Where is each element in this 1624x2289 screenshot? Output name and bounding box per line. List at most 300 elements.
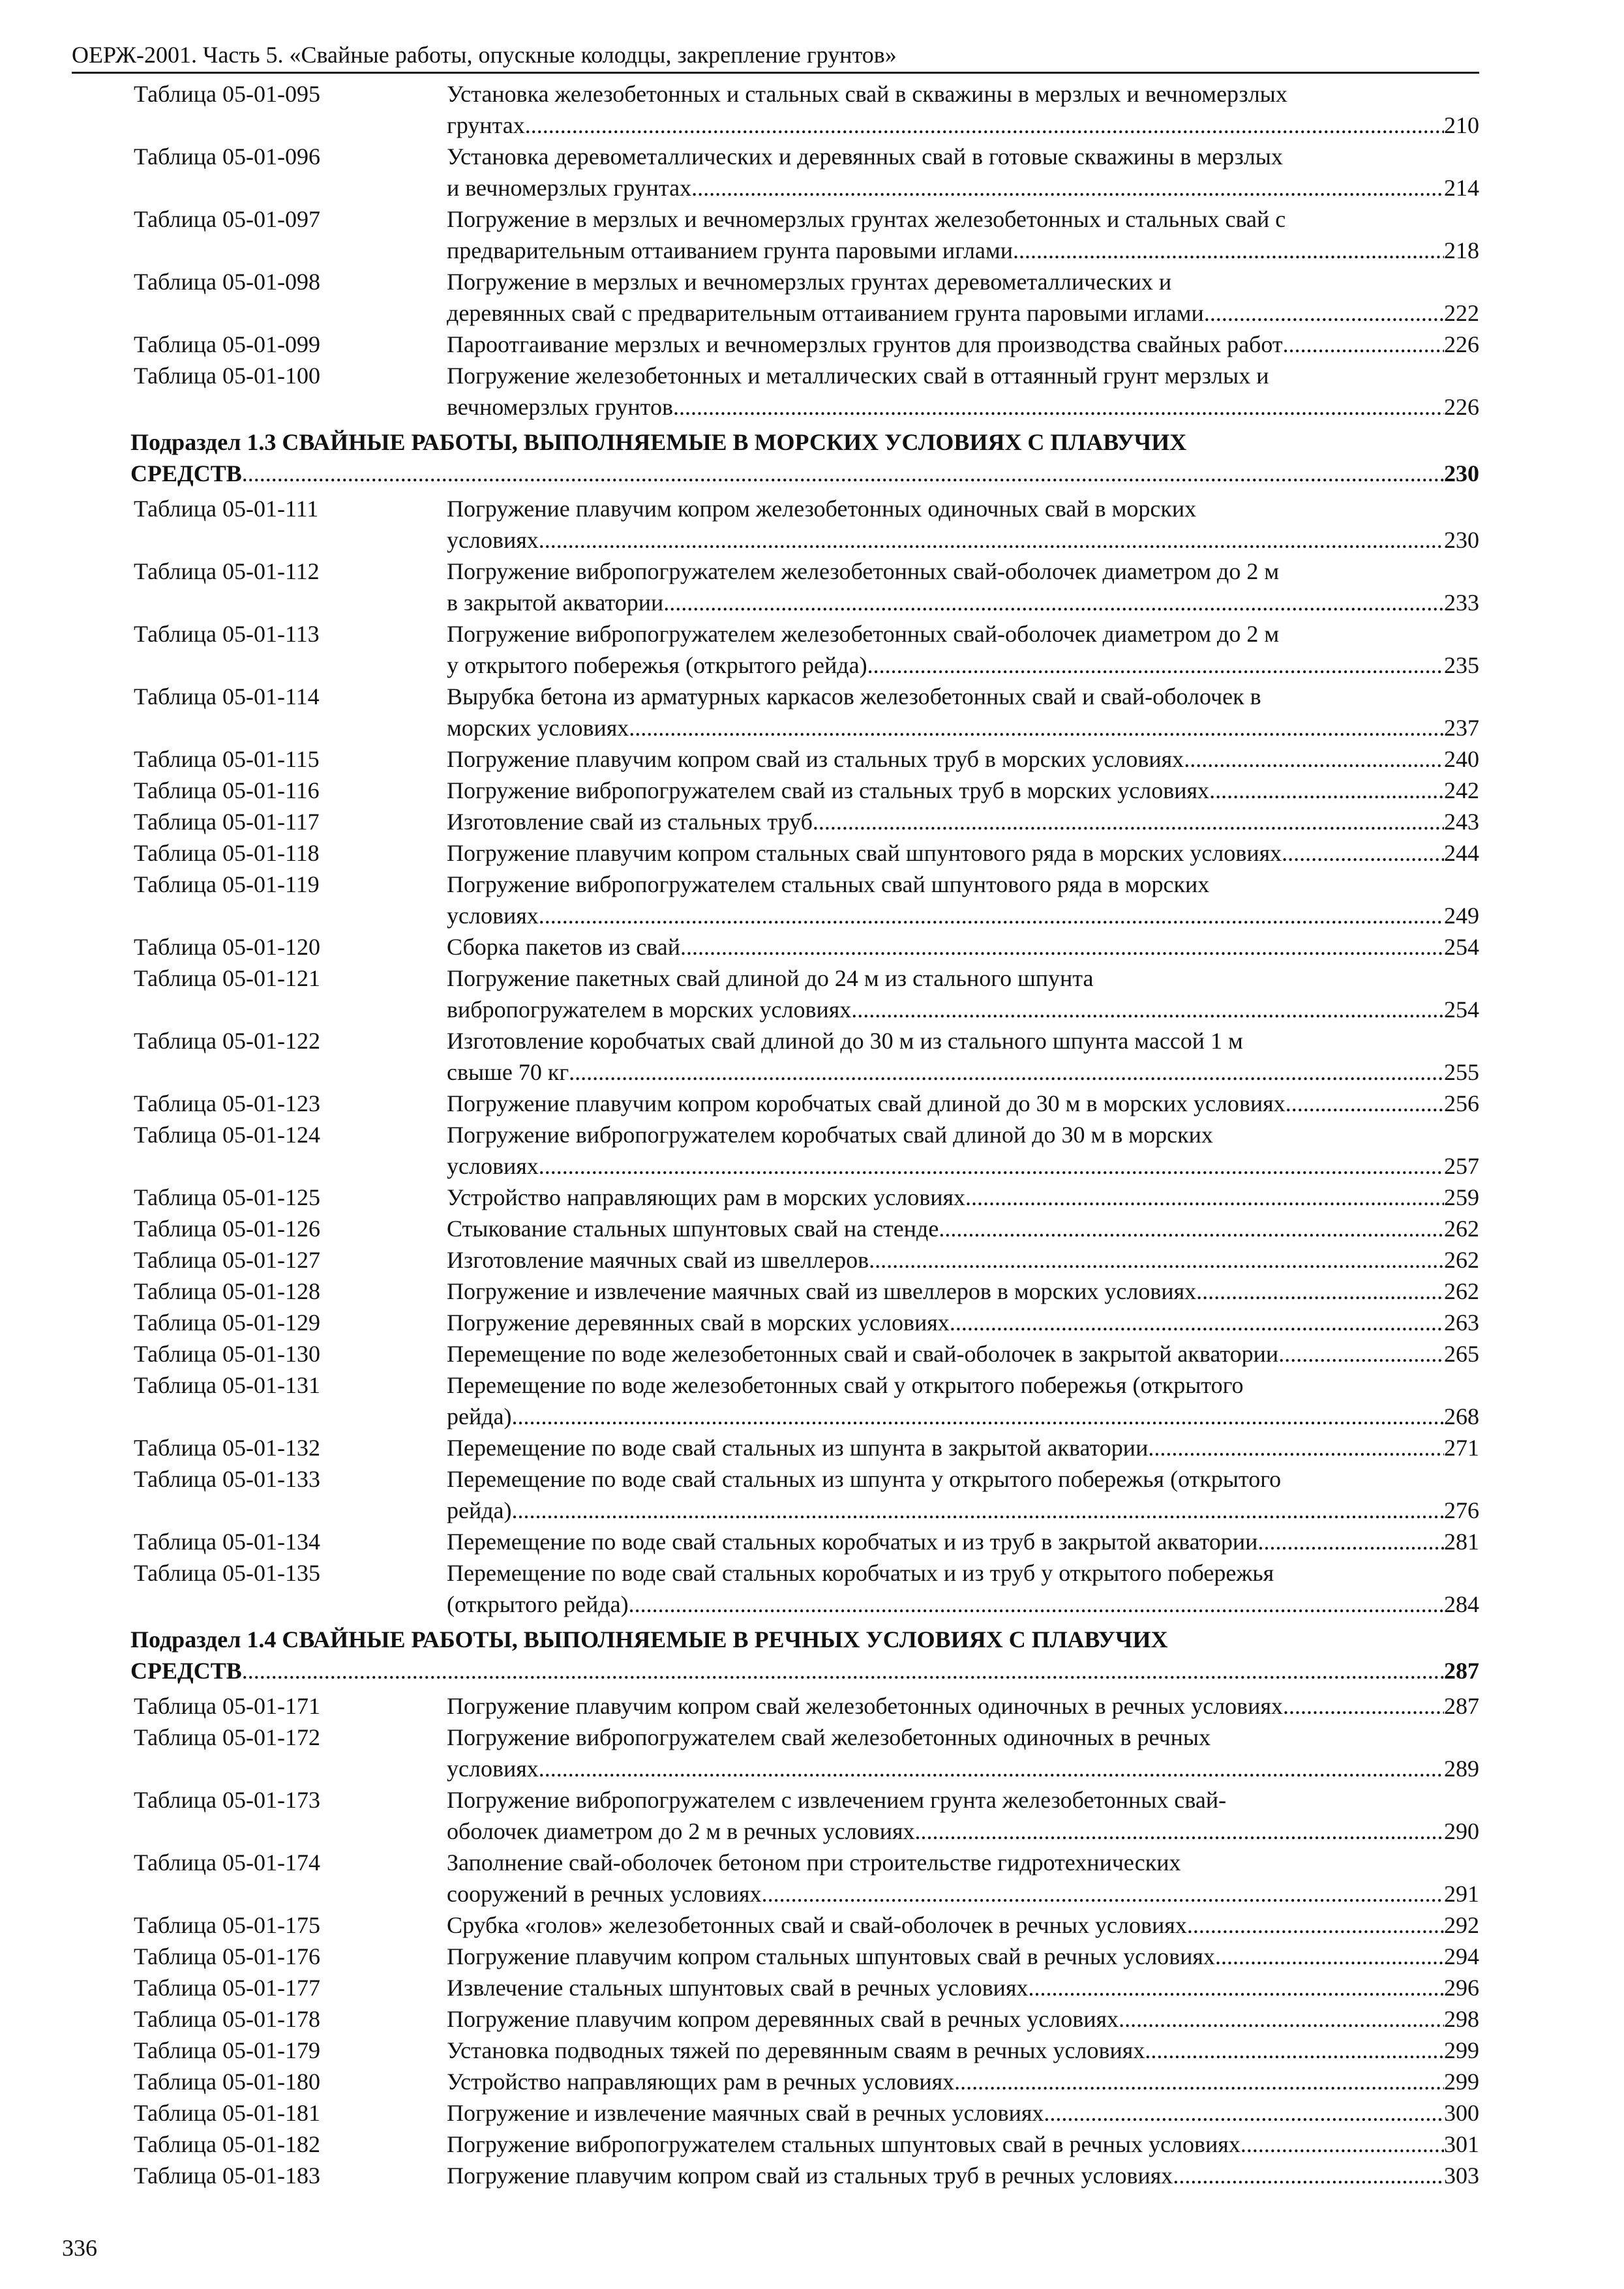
page-ref: 214 xyxy=(1444,175,1479,201)
dot-leader xyxy=(762,1878,1444,1909)
toc-line xyxy=(447,2003,1479,2035)
toc-line-text: Погружение вибропогружателем железобетонных свай-оболочек диаметром до 2 м xyxy=(447,558,1280,584)
entry-description xyxy=(447,743,1479,775)
table-code: Таблица 05-01-135 xyxy=(134,1560,320,1586)
entry-description xyxy=(447,931,1479,963)
toc-line-text: рейда) xyxy=(447,1403,512,1429)
page-ref: 230 xyxy=(1444,527,1479,553)
entry-description xyxy=(447,1182,1479,1213)
toc-line xyxy=(447,1150,1479,1182)
dot-leader xyxy=(569,1056,1444,1088)
toc-group xyxy=(130,1624,1479,2191)
toc-line-text: Установка деревометаллических и деревянных свай в готовые скважины в мерзлых xyxy=(447,143,1283,170)
page-ref: 233 xyxy=(1444,590,1479,616)
table-code: Таблица 05-01-123 xyxy=(134,1090,320,1116)
toc-line-text: Перемещение по воде свай стальных из шпунта у открытого побережья (открытого xyxy=(447,1466,1282,1492)
page-ref: 281 xyxy=(1444,1529,1479,1555)
toc-entry xyxy=(134,266,1479,329)
toc-line xyxy=(447,2035,1479,2066)
table-code: Таблица 05-01-113 xyxy=(134,621,320,647)
toc-line-text: Погружение вибропогружателем стальных шпунтовых свай в речных условиях xyxy=(447,2131,1241,2157)
table-code: Таблица 05-01-124 xyxy=(134,1122,320,1148)
toc-line xyxy=(447,1589,1479,1620)
toc-entry xyxy=(134,2035,1479,2066)
toc-line-text: у открытого побережья (открытого рейда) xyxy=(447,652,867,678)
table-code: Таблица 05-01-111 xyxy=(134,496,319,522)
page-header xyxy=(72,40,1479,74)
table-code: Таблица 05-01-127 xyxy=(134,1247,320,1273)
table-code: Таблица 05-01-173 xyxy=(134,1787,320,1813)
section-heading xyxy=(130,426,1479,489)
table-code: Таблица 05-01-174 xyxy=(134,1849,320,1876)
toc-line xyxy=(447,1401,1479,1432)
toc-line-text: условиях xyxy=(447,1153,539,1179)
toc-line-text: Установка железобетонных и стальных свай в скважины в мерзлых и вечномерзлых xyxy=(447,81,1287,107)
toc-line-text: Устройство направляющих рам в речных условиях xyxy=(447,2069,955,2095)
entry-description xyxy=(447,329,1479,360)
table-code: Таблица 05-01-179 xyxy=(134,2037,320,2063)
toc-entry xyxy=(134,1307,1479,1338)
toc-line xyxy=(130,458,1479,489)
toc-entry xyxy=(134,329,1479,360)
toc-line-text: Перемещение по воде железобетонных свай у открытого побережья (открытого xyxy=(447,1372,1244,1398)
table-code: Таблица 05-01-117 xyxy=(134,809,320,835)
page-ref: 287 xyxy=(1444,1693,1479,1719)
toc-line xyxy=(447,1816,1479,1847)
toc-entry xyxy=(134,1213,1479,1244)
page-ref: 276 xyxy=(1444,1497,1479,1523)
toc-line-text: в закрытой акватории xyxy=(447,590,664,616)
toc-line-text: Погружение плавучим копром свай из стальных труб в речных условиях xyxy=(447,2162,1173,2189)
toc-line xyxy=(447,2066,1479,2097)
toc-line-text: Заполнение свай-оболочек бетоном при строительстве гидротехнических xyxy=(447,1849,1181,1876)
toc-line xyxy=(447,837,1479,869)
toc-group xyxy=(134,78,1479,423)
toc-line xyxy=(447,1784,1479,1816)
toc-line xyxy=(447,556,1479,587)
toc-line-text: Погружение в мерзлых и вечномерзлых грунтах деревометаллических и xyxy=(447,269,1172,295)
table-code: Таблица 05-01-122 xyxy=(134,1028,320,1054)
toc-entry xyxy=(134,1276,1479,1307)
toc-entry xyxy=(134,775,1479,806)
entry-description xyxy=(447,203,1479,266)
toc-line xyxy=(447,587,1479,618)
page-ref: 299 xyxy=(1444,2069,1479,2095)
page-ref: 299 xyxy=(1444,2037,1479,2063)
page-ref: 290 xyxy=(1444,1818,1479,1844)
toc-line xyxy=(447,524,1479,556)
dot-leader xyxy=(539,1753,1444,1784)
entry-description xyxy=(447,266,1479,329)
entry-description xyxy=(447,837,1479,869)
toc-line-text: Сборка пакетов из свай xyxy=(447,934,680,960)
table-code: Таблица 05-01-177 xyxy=(134,1975,320,2001)
toc-entry xyxy=(134,2160,1479,2191)
entry-description xyxy=(447,1847,1479,1909)
page-number: 336 xyxy=(62,2235,97,2261)
toc-line xyxy=(447,1909,1479,1941)
toc-line-text: Погружение плавучим копром коробчатых свай длиной до 30 м в морских условиях xyxy=(447,1090,1286,1116)
toc-entry xyxy=(134,2129,1479,2160)
page-ref: 257 xyxy=(1444,1153,1479,1179)
toc-entry xyxy=(134,2003,1479,2035)
dot-leader xyxy=(629,712,1444,743)
dot-leader xyxy=(539,900,1444,931)
table-code: Таблица 05-01-175 xyxy=(134,1912,320,1938)
page-header-title: ОЕРЖ-2001. Часть 5. «Свайные работы, опускные колодцы, закрепление грунтов» xyxy=(72,42,897,68)
toc-group xyxy=(130,426,1479,1620)
toc-line xyxy=(447,297,1479,329)
page-ref: 256 xyxy=(1444,1090,1479,1116)
toc-line xyxy=(447,329,1479,360)
table-code: Таблица 05-01-115 xyxy=(134,746,320,772)
toc-line xyxy=(130,1655,1479,1686)
toc-entry xyxy=(134,493,1479,556)
entry-description xyxy=(447,1276,1479,1307)
toc-entry xyxy=(134,931,1479,963)
dot-leader xyxy=(1184,743,1444,775)
toc-line-text: Подраздел 1.4 СВАЙНЫЕ РАБОТЫ, ВЫПОЛНЯЕМЫЕ В РЕЧНЫХ УСЛОВИЯХ С ПЛАВУЧИХ xyxy=(130,1626,1168,1653)
toc-entry xyxy=(134,1557,1479,1620)
dot-leader xyxy=(813,806,1444,837)
toc-entry xyxy=(134,1972,1479,2003)
toc-line xyxy=(447,775,1479,806)
toc-line xyxy=(130,1624,1479,1655)
table-code: Таблица 05-01-183 xyxy=(134,2162,320,2189)
toc-line-text: Подраздел 1.3 СВАЙНЫЕ РАБОТЫ, ВЫПОЛНЯЕМЫЕ В МОРСКИХ УСЛОВИЯХ С ПЛАВУЧИХ xyxy=(130,429,1187,455)
dot-leader xyxy=(851,994,1444,1025)
toc-line xyxy=(447,1338,1479,1369)
toc-entry xyxy=(134,360,1479,423)
entry-description xyxy=(447,1722,1479,1784)
dot-leader xyxy=(1196,1276,1444,1307)
table-code: Таблица 05-01-120 xyxy=(134,934,320,960)
page-ref: 230 xyxy=(1444,460,1479,486)
entry-description xyxy=(447,1244,1479,1276)
table-code: Таблица 05-01-128 xyxy=(134,1278,320,1304)
page-ref: 226 xyxy=(1444,394,1479,420)
toc-line-text: Изготовление маячных свай из швеллеров xyxy=(447,1247,869,1273)
toc-line xyxy=(447,1690,1479,1722)
dot-leader xyxy=(242,458,1444,489)
entry-description xyxy=(447,493,1479,556)
toc-line-text: Установка подводных тяжей по деревянным сваям в речных условиях xyxy=(447,2037,1145,2063)
toc-line-text: условиях xyxy=(447,1756,539,1782)
page-ref: 287 xyxy=(1444,1658,1479,1684)
toc-line xyxy=(447,1753,1479,1784)
toc-line xyxy=(447,2097,1479,2129)
toc-line xyxy=(447,1244,1479,1276)
table-code: Таблица 05-01-132 xyxy=(134,1435,320,1461)
entry-description xyxy=(447,1463,1479,1526)
toc-line xyxy=(447,1941,1479,1972)
toc-line-text: Устройство направляющих рам в морских условиях xyxy=(447,1184,966,1210)
page-ref: 262 xyxy=(1444,1247,1479,1273)
toc-line xyxy=(447,1463,1479,1495)
toc-entry xyxy=(134,1182,1479,1213)
section-heading xyxy=(130,1624,1479,1686)
toc-line-text: Погружение плавучим копром стальных свай шпунтового ряда в морских условиях xyxy=(447,840,1282,866)
dot-leader xyxy=(1286,1088,1444,1119)
dot-leader xyxy=(954,2066,1444,2097)
toc-line xyxy=(447,1722,1479,1753)
page-ref: 301 xyxy=(1444,2131,1479,2157)
toc-line xyxy=(447,1088,1479,1119)
page-ref: 292 xyxy=(1444,1912,1479,1938)
toc-line xyxy=(447,1276,1479,1307)
toc-line-text: вечномерзлых грунтов xyxy=(447,394,673,420)
toc-entry xyxy=(134,1088,1479,1119)
toc-line xyxy=(447,681,1479,712)
toc-line xyxy=(447,994,1479,1025)
page-ref: 254 xyxy=(1444,934,1479,960)
toc-line-text: Изготовление свай из стальных труб xyxy=(447,809,813,835)
toc-line xyxy=(447,1307,1479,1338)
toc-line-text: вибропогружателем в морских условиях xyxy=(447,996,852,1023)
toc-line xyxy=(447,1847,1479,1878)
toc-entry xyxy=(134,2097,1479,2129)
entry-description xyxy=(447,681,1479,743)
toc-line xyxy=(447,1878,1479,1909)
entry-description xyxy=(447,360,1479,423)
page-ref: 289 xyxy=(1444,1756,1479,1782)
toc-line-text: Стыкование стальных шпунтовых свай на стенде xyxy=(447,1216,939,1242)
dot-leader xyxy=(869,1244,1444,1276)
toc-entry xyxy=(134,1338,1479,1369)
toc-line xyxy=(447,869,1479,900)
toc-line xyxy=(447,1182,1479,1213)
table-code: Таблица 05-01-095 xyxy=(134,81,320,107)
toc-entry xyxy=(134,1784,1479,1847)
toc-line-text: сооружений в речных условиях xyxy=(447,1881,762,1907)
toc-line xyxy=(447,1056,1479,1088)
toc-entry xyxy=(134,1690,1479,1722)
toc-entry xyxy=(134,556,1479,618)
toc-line xyxy=(447,235,1479,266)
toc-entry xyxy=(134,963,1479,1025)
toc-line-text: Изготовление коробчатых свай длиной до 30 м из стального шпунта массой 1 м xyxy=(447,1028,1243,1054)
table-code: Таблица 05-01-130 xyxy=(134,1341,320,1367)
toc-entry xyxy=(134,681,1479,743)
entry-description xyxy=(447,1119,1479,1182)
page-ref: 243 xyxy=(1444,809,1479,835)
toc-entry xyxy=(134,1244,1479,1276)
page-ref: 263 xyxy=(1444,1309,1479,1336)
toc-line xyxy=(447,931,1479,963)
toc-line-text: Пароотгаивание мерзлых и вечномерзлых грунтов для производства свайных работ xyxy=(447,331,1283,357)
table-code: Таблица 05-01-134 xyxy=(134,1529,320,1555)
page-ref: 235 xyxy=(1444,652,1479,678)
dot-leader xyxy=(1209,775,1444,806)
toc-line xyxy=(447,203,1479,235)
table-code: Таблица 05-01-118 xyxy=(134,840,320,866)
toc-line-text: и вечномерзлых грунтах xyxy=(447,175,692,201)
toc-entry xyxy=(134,1119,1479,1182)
page-ref: 218 xyxy=(1444,237,1479,263)
entry-description xyxy=(447,806,1479,837)
toc-line-text: Срубка «голов» железобетонных свай и свай-оболочек в речных условиях xyxy=(447,1912,1187,1938)
toc-line-text: Погружение вибропогружателем железобетонных свай-оболочек диаметром до 2 м xyxy=(447,621,1280,647)
dot-leader xyxy=(1148,1432,1444,1463)
dot-leader xyxy=(680,931,1444,963)
page-ref: 249 xyxy=(1444,903,1479,929)
entry-description xyxy=(447,1369,1479,1432)
dot-leader xyxy=(867,650,1444,681)
toc-entry xyxy=(134,1722,1479,1784)
dot-leader xyxy=(1257,1526,1444,1557)
toc-entry xyxy=(134,1025,1479,1088)
entry-description xyxy=(447,1432,1479,1463)
toc-line xyxy=(447,1557,1479,1589)
page-ref: 259 xyxy=(1444,1184,1479,1210)
dot-leader xyxy=(539,1150,1444,1182)
toc-line xyxy=(447,1972,1479,2003)
dot-leader xyxy=(1278,1338,1444,1369)
dot-leader xyxy=(663,587,1444,618)
toc-line-text: предварительным оттаиванием грунта паровыми иглами xyxy=(447,237,1014,263)
dot-leader xyxy=(1241,2129,1444,2160)
table-code: Таблица 05-01-125 xyxy=(134,1184,320,1210)
entry-description xyxy=(447,1784,1479,1847)
toc-line xyxy=(447,2129,1479,2160)
page-ref: 284 xyxy=(1444,1591,1479,1617)
dot-leader xyxy=(512,1401,1444,1432)
page-ref: 262 xyxy=(1444,1278,1479,1304)
toc-line-text: оболочек диаметром до 2 м в речных условиях xyxy=(447,1818,915,1844)
entry-description xyxy=(447,556,1479,618)
entry-description xyxy=(447,2097,1479,2129)
dot-leader xyxy=(242,1655,1444,1686)
table-of-contents xyxy=(130,78,1479,2191)
toc-line-text: Погружение в мерзлых и вечномерзлых грунтах железобетонных и стальных свай с xyxy=(447,206,1286,232)
table-code: Таблица 05-01-099 xyxy=(134,331,320,357)
dot-leader xyxy=(539,524,1444,556)
toc-entry xyxy=(134,1847,1479,1909)
toc-entry xyxy=(134,203,1479,266)
dot-leader xyxy=(512,1495,1444,1526)
dot-leader xyxy=(1173,2160,1444,2191)
page-ref: 296 xyxy=(1444,1975,1479,2001)
dot-leader xyxy=(525,110,1444,141)
toc-line-text: морских условиях xyxy=(447,715,629,741)
toc-line-text: Погружение плавучим копром деревянных свай в речных условиях xyxy=(447,2006,1119,2032)
table-code: Таблица 05-01-097 xyxy=(134,206,320,232)
dot-leader xyxy=(1119,2003,1444,2035)
table-code: Таблица 05-01-176 xyxy=(134,1943,320,1969)
toc-line xyxy=(447,712,1479,743)
table-code: Таблица 05-01-178 xyxy=(134,2006,320,2032)
table-code: Таблица 05-01-180 xyxy=(134,2069,320,2095)
table-code: Таблица 05-01-181 xyxy=(134,2100,320,2126)
dot-leader xyxy=(1283,1690,1444,1722)
table-code: Таблица 05-01-172 xyxy=(134,1724,320,1750)
toc-line-text: Погружение вибропогружателем стальных свай шпунтового ряда в морских xyxy=(447,871,1210,897)
entry-description xyxy=(447,1088,1479,1119)
toc-line-text: СРЕДСТВ xyxy=(130,1658,242,1684)
entry-description xyxy=(447,1909,1479,1941)
entry-description xyxy=(447,78,1479,141)
toc-line xyxy=(130,426,1479,458)
toc-line xyxy=(447,1025,1479,1056)
toc-line xyxy=(447,900,1479,931)
toc-line-text: свыше 70 кг xyxy=(447,1059,569,1085)
page-ref: 303 xyxy=(1444,2162,1479,2189)
dot-leader xyxy=(673,391,1444,423)
toc-entry xyxy=(134,869,1479,931)
toc-line xyxy=(447,141,1479,172)
toc-entry xyxy=(134,837,1479,869)
dot-leader xyxy=(1215,1941,1444,1972)
dot-leader xyxy=(1013,235,1444,266)
toc-entry xyxy=(134,618,1479,681)
toc-entry xyxy=(134,141,1479,203)
dot-leader xyxy=(965,1182,1444,1213)
table-code: Таблица 05-01-112 xyxy=(134,558,320,584)
page-ref: 300 xyxy=(1444,2100,1479,2126)
page-ref: 226 xyxy=(1444,331,1479,357)
toc-entry xyxy=(134,1432,1479,1463)
toc-entry xyxy=(134,1526,1479,1557)
entry-description xyxy=(447,1307,1479,1338)
toc-line-text: СРЕДСТВ xyxy=(130,460,242,486)
toc-line xyxy=(447,1119,1479,1150)
toc-line xyxy=(447,2160,1479,2191)
table-code: Таблица 05-01-126 xyxy=(134,1216,320,1242)
entry-description xyxy=(447,1338,1479,1369)
entry-description xyxy=(447,1972,1479,2003)
entry-description xyxy=(447,1025,1479,1088)
toc-line xyxy=(447,1213,1479,1244)
toc-entry xyxy=(134,78,1479,141)
toc-entry xyxy=(134,743,1479,775)
toc-line xyxy=(447,650,1479,681)
table-code: Таблица 05-01-119 xyxy=(134,871,320,897)
toc-line xyxy=(447,493,1479,524)
page-ref: 244 xyxy=(1444,840,1479,866)
page-ref: 294 xyxy=(1444,1943,1479,1969)
toc-entry xyxy=(134,1463,1479,1526)
table-code: Таблица 05-01-098 xyxy=(134,269,320,295)
page-ref: 237 xyxy=(1444,715,1479,741)
toc-line xyxy=(447,360,1479,391)
toc-line-text: Погружение вибропогружателем с извлечением грунта железобетонных свай- xyxy=(447,1787,1227,1813)
table-code: Таблица 05-01-131 xyxy=(134,1372,320,1398)
toc-line-text: Перемещение по воде свай стальных коробчатых и из труб у открытого побережья xyxy=(447,1560,1274,1586)
toc-line xyxy=(447,1526,1479,1557)
toc-line-text: Вырубка бетона из арматурных каркасов железобетонных свай и свай-оболочек в xyxy=(447,683,1261,710)
page-ref: 210 xyxy=(1444,112,1479,138)
toc-entry xyxy=(134,2066,1479,2097)
page-ref: 265 xyxy=(1444,1341,1479,1367)
dot-leader xyxy=(915,1816,1444,1847)
table-code: Таблица 05-01-129 xyxy=(134,1309,320,1336)
table-code: Таблица 05-01-121 xyxy=(134,965,320,991)
toc-line xyxy=(447,1369,1479,1401)
table-code: Таблица 05-01-116 xyxy=(134,777,320,803)
toc-line-text: Погружение плавучим копром свай из стальных труб в морских условиях xyxy=(447,746,1184,772)
page-ref: 291 xyxy=(1444,1881,1479,1907)
toc-line-text: Погружение железобетонных и металлических свай в оттаянный грунт мерзлых и xyxy=(447,363,1269,389)
table-code: Таблица 05-01-096 xyxy=(134,143,320,170)
toc-line-text: Погружение плавучим копром железобетонных одиночных свай в морских xyxy=(447,496,1197,522)
page-ref: 268 xyxy=(1444,1403,1479,1429)
toc-line-text: Погружение плавучим копром стальных шпунтовых свай в речных условиях xyxy=(447,1943,1215,1969)
toc-entry xyxy=(134,1941,1479,1972)
entry-description xyxy=(447,869,1479,931)
dot-leader xyxy=(1029,1972,1444,2003)
entry-description xyxy=(447,2003,1479,2035)
entry-description xyxy=(447,775,1479,806)
